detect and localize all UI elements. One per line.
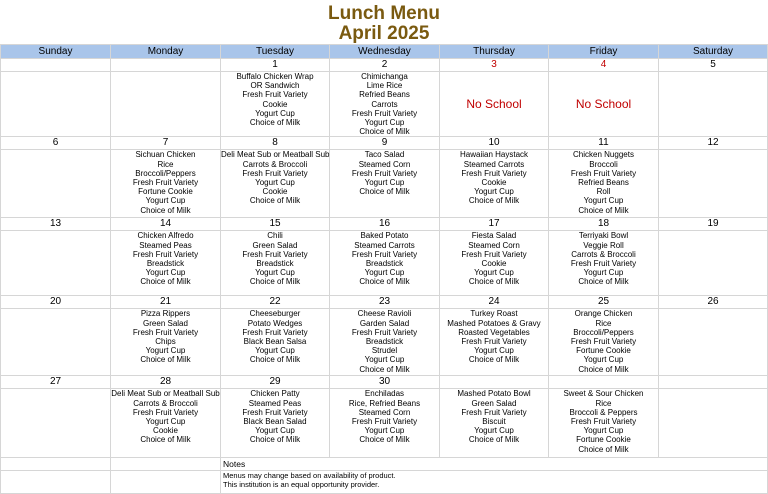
menu-item: Black Bean Salad [243,417,307,427]
menu-item: Fresh Fruit Variety [461,407,527,417]
menu-item: Yogurt Cup [364,426,405,436]
weekday-tuesday: Tuesday [221,45,330,59]
menu-cell [221,389,330,458]
menu-cell [111,231,221,296]
menu-item: Refried Beans [578,178,629,188]
date-number: 5 [659,59,768,72]
menu-item: Yogurt Cup [583,268,624,278]
menu-cell [659,150,768,218]
menu-item: Cheese Ravioli [357,309,412,319]
weekday-saturday: Saturday [659,45,768,59]
menu-cell [549,389,659,458]
menu-item: Choice of Milk [578,205,629,215]
menu-item: Fresh Fruit Variety [461,337,527,347]
menu-item: Choice of Milk [468,435,520,445]
menu-cell [549,231,659,296]
menu-item: Green Salad [143,318,188,328]
menu-item: Rice, Refried Beans [348,398,421,408]
menu-item: Fresh Fruit Variety [132,407,199,417]
date-row [1,296,768,309]
menu-cell [440,389,549,458]
menu-item: Breadstick [256,259,294,269]
menu-item: Roasted Vegetables [458,327,530,337]
menu-item: Buffalo Chicken Wrap [236,72,314,81]
menu-item: Fortune Cookie [138,187,193,197]
menu-item: Lime Rice [366,81,403,91]
menu-cell [330,150,440,218]
menu-item: Veggie Roll [583,240,624,250]
weekday-friday: Friday [549,45,659,59]
date-number: 4 [549,59,659,72]
menu-item: Rice [157,159,174,169]
note-line: This institution is an equal opportunity provider. [223,480,380,490]
menu-item: Choice of Milk [140,435,191,445]
date-number: 23 [330,296,440,309]
menu-item: Rice [595,398,612,408]
menu-item: Roll [596,187,611,197]
menu-item: Mashed Potato Bowl [457,389,531,399]
menu-item: Yogurt Cup [145,196,186,206]
menu-item: Mashed Potatoes & Gravy [447,318,541,328]
menu-item: Fresh Fruit Variety [242,407,308,417]
menu-cell [659,72,768,137]
menu-cell [549,309,659,376]
no-school-cell [549,72,659,137]
menu-item: Choice of Milk [359,187,410,197]
date-row [1,59,768,72]
menu-item: Choice of Milk [359,277,410,287]
date-number: 3 [440,59,549,72]
menu-item: Terriyaki Bowl [578,231,629,241]
weekday-sunday: Sunday [1,45,111,59]
menu-item: Cookie [481,178,507,188]
menu-item: Fresh Fruit Variety [570,259,637,269]
menu-item: Steamed Corn [358,407,411,417]
menu-item: Yogurt Cup [474,268,514,278]
menu-item: Yogurt Cup [255,426,295,436]
menu-item: Cookie [262,99,288,109]
menu-item: Fresh Fruit Variety [242,327,308,337]
date-number: 7 [111,137,221,150]
note-line: Menus may change based on availability of product. [223,471,396,481]
menu-cell [549,150,659,218]
menu-item: Yogurt Cup [255,178,295,188]
menu-item: Yogurt Cup [145,346,186,356]
date-number: 13 [1,218,111,231]
weekday-header [1,45,768,59]
menu-item: Yogurt Cup [255,108,295,118]
menu-item: Chimichanga [361,72,408,81]
date-number: 20 [1,296,111,309]
menu-item: Chicken Alfredo [137,231,194,241]
menu-item: Carrots & Broccoli [242,159,308,169]
menu-item: Fresh Fruit Variety [242,168,308,178]
menu-item: Choice of Milk [140,205,191,215]
notes-label: Notes [221,458,768,471]
menu-cell [330,309,440,376]
menu-item: Broccoli [589,159,618,169]
menu-item: Yogurt Cup [145,268,186,278]
menu-item: Deli Meat Sub or Meatball Sub [111,389,220,399]
menu-item: Choice of Milk [359,127,410,137]
menu-item: Choice of Milk [249,277,301,287]
menu-item: Yogurt Cup [364,118,405,128]
menu-item: Breadstick [365,337,404,347]
menu-row [1,309,768,376]
menu-item: Choice of Milk [468,196,520,206]
menu-item: Steamed Peas [248,398,302,408]
date-number: 1 [221,59,330,72]
menu-item: Choice of Milk [468,277,520,287]
date-number: 26 [659,296,768,309]
menu-cell [111,150,221,218]
menu-item: Fresh Fruit Variety [461,168,527,178]
menu-cell [659,309,768,376]
menu-item: Chili [267,231,283,241]
menu-item: Fresh Fruit Variety [132,327,199,337]
date-number: 8 [221,137,330,150]
menu-item: Steamed Corn [468,240,520,250]
menu-item: Garden Salad [359,318,410,328]
menu-item: Green Salad [471,398,517,408]
date-number: 9 [330,137,440,150]
menu-item: Potato Wedges [247,318,303,328]
menu-item: Cheeseburger [249,309,301,319]
menu-item: Yogurt Cup [474,426,514,436]
menu-item: Fresh Fruit Variety [570,417,637,427]
menu-cell [221,309,330,376]
menu-item: Green Salad [252,240,298,250]
menu-item: Sweet & Sour Chicken [563,389,644,399]
menu-cell [111,72,221,137]
menu-item: Cookie [481,259,507,269]
menu-cell [1,389,111,458]
menu-cell [1,309,111,376]
date-number: 28 [111,376,221,389]
menu-item: Taco Salad [364,150,405,160]
no-school-label: No School [466,96,522,111]
date-number [1,59,111,72]
menu-item: Sichuan Chicken [135,150,196,160]
menu-cell [659,231,768,296]
calendar-grid [0,44,768,494]
menu-cell [1,150,111,218]
date-number: 15 [221,218,330,231]
date-row [1,137,768,150]
menu-row [1,389,768,458]
menu-item: Choice of Milk [249,435,301,445]
menu-item: Choice of Milk [359,435,410,445]
menu-item: Deli Meat Sub or Meatball Sub [221,150,330,160]
menu-item: Steamed Carrots [354,240,415,250]
menu-item: Broccoli/Peppers [135,168,196,178]
menu-item: Enchiladas [364,389,405,399]
menu-item: Fiesta Salad [471,231,517,241]
menu-title: Lunch Menu [328,3,440,24]
no-school-label: No School [575,96,632,111]
menu-item: Chicken Patty [250,389,300,399]
menu-item: Choice of Milk [249,118,301,128]
notes-text [221,471,768,494]
weekday-monday: Monday [111,45,221,59]
menu-month: April 2025 [338,23,430,44]
menu-item: Black Bean Salsa [243,337,307,347]
menu-item: Steamed Carrots [463,159,525,169]
date-number: 18 [549,218,659,231]
menu-item: Fresh Fruit Variety [351,327,418,337]
menu-item: Choice of Milk [249,196,301,206]
menu-item: Strudel [371,346,398,356]
menu-item: Chips [155,337,176,347]
menu-item: Carrots & Broccoli [571,249,636,259]
menu-item: Yogurt Cup [364,268,405,278]
menu-cell [1,72,111,137]
menu-item: Fresh Fruit Variety [351,168,418,178]
menu-item: Broccoli & Peppers [569,407,638,417]
menu-item: Choice of Milk [578,364,629,374]
date-number: 25 [549,296,659,309]
menu-item: Breadstick [146,259,185,269]
menu-item: Refried Beans [359,90,410,100]
notes-text-row [1,471,768,494]
menu-item: Yogurt Cup [474,187,514,197]
menu-item: Carrots & Broccoli [133,398,198,408]
menu-item: Fresh Fruit Variety [570,168,637,178]
date-number [440,376,549,389]
menu-item: Yogurt Cup [364,178,405,188]
menu-item: Fresh Fruit Variety [242,249,308,259]
menu-item: Turkey Roast [470,309,518,319]
date-number: 12 [659,137,768,150]
date-number: 11 [549,137,659,150]
menu-item: Yogurt Cup [583,355,624,365]
menu-item: Yogurt Cup [583,196,624,206]
date-number [111,59,221,72]
menu-cell [440,150,549,218]
menu-cell [330,231,440,296]
menu-item: Fresh Fruit Variety [351,108,418,118]
menu-item: Fresh Fruit Variety [461,249,527,259]
date-number: 24 [440,296,549,309]
date-number: 14 [111,218,221,231]
date-number [659,376,768,389]
date-number: 30 [330,376,440,389]
menu-item: Choice of Milk [578,444,629,454]
menu-row [1,231,768,296]
menu-cell [330,72,440,137]
menu-item: OR Sandwich [250,81,300,91]
menu-item: Yogurt Cup [145,417,186,427]
menu-item: Yogurt Cup [364,355,405,365]
date-number: 2 [330,59,440,72]
menu-item: Choice of Milk [359,364,410,374]
menu-cell [111,309,221,376]
date-number: 17 [440,218,549,231]
menu-item: Fresh Fruit Variety [132,249,199,259]
menu-item: Choice of Milk [140,277,191,287]
date-number: 21 [111,296,221,309]
menu-cell [1,231,111,296]
menu-item: Yogurt Cup [255,346,295,356]
menu-item: Pizza Rippers [140,309,191,319]
menu-item: Cookie [262,187,288,197]
menu-item: Choice of Milk [468,355,520,365]
menu-item: Cookie [153,426,178,436]
menu-item: Chicken Nuggets [573,150,634,160]
menu-item: Hawaiian Haystack [459,150,529,160]
weekday-thursday: Thursday [440,45,549,59]
date-number [549,376,659,389]
menu-item: Choice of Milk [578,277,629,287]
menu-item: Choice of Milk [140,355,191,365]
menu-item: Fresh Fruit Variety [132,178,199,188]
menu-item: Steamed Corn [358,159,411,169]
date-number: 29 [221,376,330,389]
menu-item: Rice [595,318,612,328]
menu-item: Breadstick [365,259,404,269]
menu-item: Yogurt Cup [583,426,624,436]
date-row [1,218,768,231]
weekday-wednesday: Wednesday [330,45,440,59]
menu-cell [659,389,768,458]
menu-item: Yogurt Cup [474,346,514,356]
date-number: 22 [221,296,330,309]
date-number: 19 [659,218,768,231]
menu-item: Fortune Cookie [576,435,631,445]
menu-cell [221,72,330,137]
menu-item: Biscuit [482,417,506,427]
menu-cell [221,150,330,218]
menu-cell [440,231,549,296]
menu-cell [440,309,549,376]
menu-item: Steamed Peas [139,240,192,250]
menu-item: Carrots [371,99,398,109]
menu-item: Orange Chicken [574,309,633,319]
menu-row [1,150,768,218]
date-number: 10 [440,137,549,150]
menu-row [1,72,768,137]
date-number: 6 [1,137,111,150]
date-number: 27 [1,376,111,389]
menu-cell [221,231,330,296]
menu-item: Fresh Fruit Variety [242,90,308,100]
menu-item: Fresh Fruit Variety [351,249,418,259]
menu-item: Baked Potato [360,231,409,241]
notes-header-row [1,458,768,471]
menu-item: Choice of Milk [249,355,301,365]
menu-item: Yogurt Cup [255,268,295,278]
menu-item: Broccoli/Peppers [573,327,634,337]
menu-item: Fortune Cookie [576,346,631,356]
date-number: 16 [330,218,440,231]
menu-item: Fresh Fruit Variety [351,417,418,427]
menu-cell [330,389,440,458]
no-school-cell [440,72,549,137]
menu-cell [111,389,221,458]
date-row [1,376,768,389]
menu-item: Fresh Fruit Variety [570,337,637,347]
